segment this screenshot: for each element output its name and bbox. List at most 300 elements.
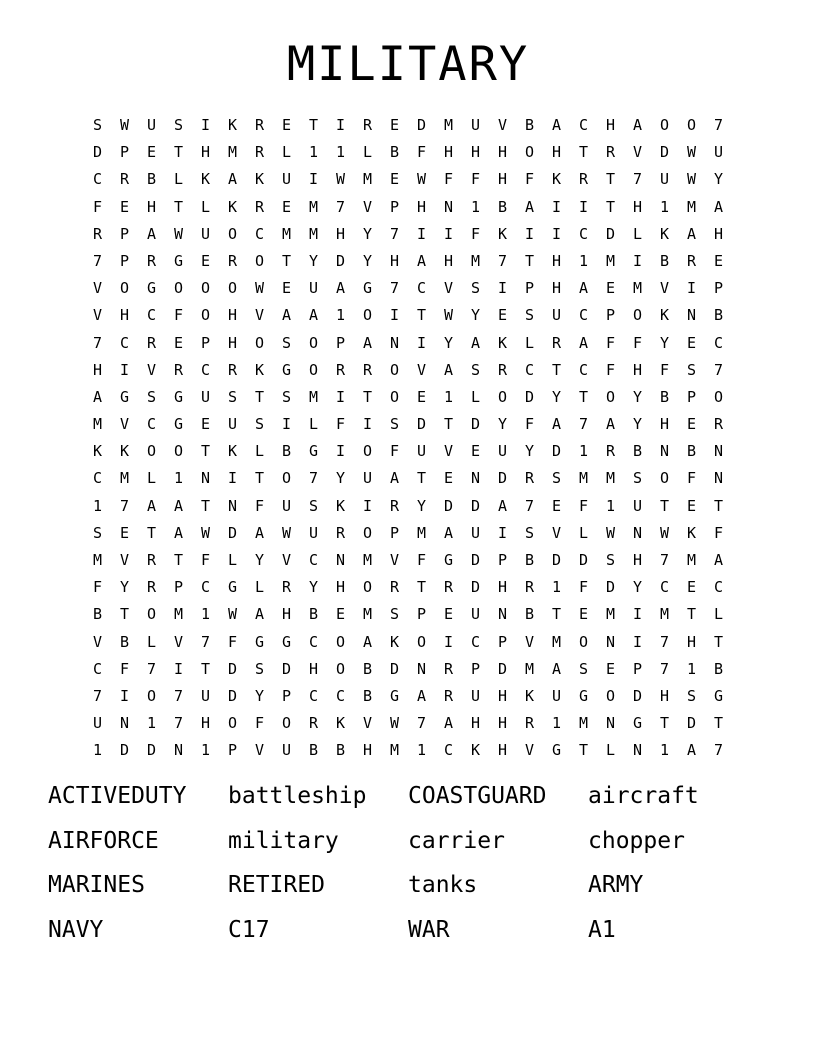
grid-letter: O: [416, 632, 427, 651]
grid-letter: L: [470, 387, 481, 406]
grid-letter: E: [200, 415, 211, 434]
grid-letter: K: [254, 170, 265, 189]
grid-letter: M: [119, 469, 130, 488]
grid-letter: 7: [92, 251, 103, 270]
grid-letter: M: [578, 469, 589, 488]
grid-letter: U: [281, 496, 292, 515]
grid-letter: E: [578, 605, 589, 624]
grid-letter: S: [173, 116, 184, 134]
grid-letter: L: [632, 224, 643, 243]
grid-letter: A: [551, 659, 562, 678]
grid-letter: G: [281, 632, 292, 651]
word-bank-item: aircraft: [588, 783, 699, 809]
grid-letter: M: [524, 659, 535, 678]
grid-letter: N: [686, 306, 697, 325]
grid-letter: V: [443, 279, 454, 298]
grid-letter: G: [173, 415, 184, 434]
grid-letter: M: [92, 415, 103, 434]
grid-letter: V: [173, 632, 184, 651]
grid-letter: C: [335, 686, 346, 705]
grid-letter: M: [362, 551, 373, 569]
grid-letter: D: [227, 523, 238, 542]
grid-letter: E: [416, 387, 427, 406]
grid-letter: V: [524, 632, 535, 651]
grid-letter: Y: [632, 578, 643, 597]
grid-letter: A: [146, 224, 157, 243]
grid-letter: T: [119, 605, 130, 624]
grid-letter: T: [713, 632, 724, 651]
grid-row: [84, 629, 732, 656]
grid-letter: U: [416, 442, 427, 461]
grid-letter: S: [524, 523, 535, 542]
grid-letter: O: [362, 578, 373, 597]
grid-letter: H: [362, 741, 373, 760]
grid-letter: H: [335, 224, 346, 243]
grid-letter: F: [389, 442, 400, 461]
grid-letter: G: [281, 360, 292, 379]
grid-letter: K: [335, 714, 346, 733]
grid-letter: V: [254, 741, 265, 760]
grid-letter: B: [686, 442, 697, 461]
grid-letter: R: [92, 224, 103, 243]
grid-letter: R: [497, 360, 508, 379]
grid-letter: 7: [659, 659, 670, 678]
grid-letter: F: [470, 224, 481, 243]
grid-letter: N: [227, 496, 238, 515]
grid-letter: G: [578, 686, 589, 705]
grid-letter: R: [713, 415, 724, 434]
grid-letter: Y: [335, 469, 346, 488]
grid-letter: A: [605, 415, 616, 434]
grid-letter: V: [119, 415, 130, 434]
grid-letter: V: [146, 360, 157, 379]
grid-letter: I: [632, 632, 643, 651]
grid-letter: B: [308, 605, 319, 624]
grid-letter: V: [281, 551, 292, 569]
grid-letter: M: [173, 605, 184, 624]
grid-letter: B: [659, 387, 670, 406]
grid-letter: U: [551, 306, 562, 325]
grid-letter: Y: [308, 578, 319, 597]
grid-letter: P: [632, 659, 643, 678]
grid-letter: H: [632, 360, 643, 379]
grid-letter: P: [497, 551, 508, 569]
word-bank-item: ACTIVEDUTY: [48, 783, 187, 809]
grid-letter: B: [524, 605, 535, 624]
grid-letter: P: [497, 632, 508, 651]
grid-letter: A: [443, 360, 454, 379]
grid-letter: I: [416, 333, 427, 352]
grid-letter: H: [335, 578, 346, 597]
grid-letter: H: [551, 251, 562, 270]
grid-letter: H: [146, 197, 157, 216]
grid-letter: E: [200, 251, 211, 270]
grid-letter: K: [389, 632, 400, 651]
grid-letter: O: [389, 387, 400, 406]
grid-letter: A: [362, 632, 373, 651]
grid-letter: A: [389, 469, 400, 488]
grid-letter: P: [227, 741, 238, 760]
grid-letter: R: [119, 170, 130, 189]
grid-letter: U: [200, 224, 211, 243]
grid-letter: R: [227, 360, 238, 379]
grid-letter: H: [497, 143, 508, 162]
grid-letter: H: [92, 360, 103, 379]
grid-letter: C: [119, 333, 130, 352]
grid-letter: 1: [659, 197, 670, 216]
grid-letter: 7: [335, 197, 346, 216]
grid-letter: M: [362, 170, 373, 189]
grid-letter: O: [524, 143, 535, 162]
grid-letter: I: [686, 279, 697, 298]
word-bank-item: COASTGUARD: [408, 783, 547, 809]
grid-letter: N: [389, 333, 400, 352]
grid-letter: M: [551, 632, 562, 651]
grid-letter: D: [470, 496, 481, 515]
grid-letter: Y: [254, 551, 265, 569]
grid-letter: W: [443, 306, 454, 325]
word-bank-item: RETIRED: [228, 872, 325, 898]
grid-letter: K: [200, 170, 211, 189]
grid-letter: L: [524, 333, 535, 352]
grid-letter: G: [389, 686, 400, 705]
grid-letter: S: [254, 659, 265, 678]
grid-letter: A: [551, 116, 562, 134]
grid-letter: B: [335, 741, 346, 760]
grid-letter: L: [173, 170, 184, 189]
grid-letter: R: [335, 360, 346, 379]
grid-letter: B: [389, 143, 400, 162]
grid-letter: K: [254, 360, 265, 379]
grid-letter: I: [335, 116, 346, 134]
grid-letter: O: [308, 360, 319, 379]
grid-row: [84, 547, 732, 574]
grid-letter: Y: [713, 170, 724, 189]
grid-letter: M: [686, 551, 697, 569]
grid-letter: P: [713, 279, 724, 298]
grid-letter: C: [254, 224, 265, 243]
grid-letter: O: [254, 251, 265, 270]
grid-letter: F: [254, 496, 265, 515]
grid-letter: H: [497, 578, 508, 597]
grid-letter: I: [524, 224, 535, 243]
grid-letter: I: [497, 523, 508, 542]
grid-letter: W: [416, 170, 427, 189]
grid-letter: K: [686, 523, 697, 542]
grid-letter: T: [686, 605, 697, 624]
grid-letter: A: [416, 686, 427, 705]
word-bank-item: MARINES: [48, 872, 145, 898]
grid-row: [84, 275, 732, 302]
grid-letter: P: [119, 251, 130, 270]
grid-letter: K: [497, 224, 508, 243]
grid-letter: T: [200, 442, 211, 461]
grid-letter: O: [713, 387, 724, 406]
grid-letter: B: [713, 659, 724, 678]
grid-letter: I: [443, 632, 454, 651]
grid-letter: F: [713, 523, 724, 542]
grid-letter: W: [335, 170, 346, 189]
grid-letter: C: [659, 578, 670, 597]
grid-letter: C: [200, 578, 211, 597]
grid-row: [84, 194, 732, 221]
grid-letter: H: [632, 197, 643, 216]
grid-row: [84, 221, 732, 248]
grid-letter: M: [227, 143, 238, 162]
grid-letter: B: [362, 686, 373, 705]
grid-letter: P: [119, 143, 130, 162]
grid-letter: C: [308, 551, 319, 569]
word-bank-item: battleship: [228, 783, 367, 809]
grid-letter: H: [713, 224, 724, 243]
grid-letter: A: [227, 170, 238, 189]
grid-letter: K: [524, 686, 535, 705]
grid-letter: O: [362, 306, 373, 325]
grid-letter: U: [227, 415, 238, 434]
grid-letter: O: [659, 469, 670, 488]
grid-letter: N: [605, 632, 616, 651]
grid-letter: H: [497, 714, 508, 733]
grid-letter: I: [578, 197, 589, 216]
grid-letter: C: [92, 170, 103, 189]
grid-letter: M: [686, 197, 697, 216]
grid-letter: U: [659, 170, 670, 189]
grid-letter: H: [200, 143, 211, 162]
grid-letter: H: [200, 714, 211, 733]
grid-letter: I: [362, 496, 373, 515]
grid-letter: I: [173, 659, 184, 678]
grid-letter: R: [578, 170, 589, 189]
grid-letter: N: [470, 469, 481, 488]
grid-letter: F: [524, 415, 535, 434]
grid-letter: F: [524, 170, 535, 189]
grid-letter: T: [659, 714, 670, 733]
grid-letter: U: [200, 387, 211, 406]
grid-letter: I: [281, 415, 292, 434]
grid-letter: C: [92, 469, 103, 488]
grid-letter: 7: [713, 360, 724, 379]
grid-letter: E: [497, 306, 508, 325]
grid-letter: 1: [443, 387, 454, 406]
grid-letter: S: [389, 415, 400, 434]
grid-letter: T: [173, 143, 184, 162]
grid-letter: 1: [578, 442, 589, 461]
grid-letter: T: [713, 496, 724, 515]
grid-letter: F: [605, 360, 616, 379]
grid-letter: R: [254, 197, 265, 216]
grid-letter: O: [389, 360, 400, 379]
grid-letter: A: [443, 523, 454, 542]
grid-letter: K: [470, 741, 481, 760]
grid-letter: E: [686, 496, 697, 515]
grid-letter: K: [497, 333, 508, 352]
grid-letter: E: [686, 333, 697, 352]
word-bank-item: A1: [588, 916, 616, 943]
grid-letter: D: [281, 659, 292, 678]
grid-letter: T: [605, 197, 616, 216]
grid-letter: W: [659, 523, 670, 542]
grid-letter: E: [551, 496, 562, 515]
grid-letter: A: [578, 333, 589, 352]
grid-letter: E: [281, 279, 292, 298]
grid-letter: V: [92, 306, 103, 325]
grid-letter: A: [713, 551, 724, 569]
grid-letter: A: [497, 496, 508, 515]
grid-letter: 7: [92, 686, 103, 705]
grid-letter: L: [146, 632, 157, 651]
grid-letter: P: [200, 333, 211, 352]
grid-letter: E: [605, 659, 616, 678]
grid-letter: B: [92, 605, 103, 624]
grid-letter: P: [524, 279, 535, 298]
grid-letter: H: [497, 170, 508, 189]
grid-letter: R: [605, 143, 616, 162]
grid-letter: I: [200, 116, 211, 134]
grid-letter: R: [146, 251, 157, 270]
grid-letter: E: [686, 415, 697, 434]
grid-letter: Y: [659, 333, 670, 352]
grid-letter: T: [173, 197, 184, 216]
grid-letter: E: [443, 605, 454, 624]
grid-letter: A: [524, 197, 535, 216]
grid-letter: T: [578, 741, 589, 760]
grid-letter: F: [416, 143, 427, 162]
grid-letter: M: [443, 116, 454, 134]
word-bank-item: NAVY: [48, 916, 104, 943]
grid-letter: L: [308, 415, 319, 434]
grid-letter: 7: [632, 170, 643, 189]
grid-letter: W: [281, 523, 292, 542]
grid-letter: D: [227, 659, 238, 678]
grid-letter: E: [713, 251, 724, 270]
grid-letter: G: [362, 279, 373, 298]
grid-letter: U: [308, 523, 319, 542]
grid-letter: W: [200, 523, 211, 542]
grid-letter: O: [281, 469, 292, 488]
grid-letter: M: [605, 469, 616, 488]
grid-letter: V: [362, 714, 373, 733]
grid-letter: I: [335, 442, 346, 461]
grid-letter: O: [362, 523, 373, 542]
grid-letter: A: [146, 496, 157, 515]
word-bank: [48, 777, 768, 955]
grid-letter: H: [470, 143, 481, 162]
grid-letter: H: [551, 143, 562, 162]
grid-letter: 1: [416, 741, 427, 760]
grid-letter: 7: [416, 714, 427, 733]
grid-row: [84, 493, 732, 520]
grid-letter: T: [713, 714, 724, 733]
grid-letter: E: [605, 279, 616, 298]
grid-letter: 7: [200, 632, 211, 651]
grid-row: [84, 411, 732, 438]
grid-letter: B: [659, 251, 670, 270]
grid-letter: F: [92, 578, 103, 597]
grid-letter: I: [416, 224, 427, 243]
grid-letter: R: [686, 251, 697, 270]
grid-letter: P: [335, 333, 346, 352]
grid-row: [84, 438, 732, 465]
grid-letter: G: [227, 578, 238, 597]
grid-letter: R: [308, 714, 319, 733]
grid-letter: G: [173, 251, 184, 270]
grid-letter: 1: [200, 605, 211, 624]
grid-letter: R: [605, 442, 616, 461]
grid-letter: C: [200, 360, 211, 379]
grid-letter: D: [551, 442, 562, 461]
grid-letter: G: [551, 741, 562, 760]
grid-letter: I: [119, 360, 130, 379]
grid-letter: A: [551, 415, 562, 434]
grid-letter: R: [443, 659, 454, 678]
grid-letter: T: [254, 469, 265, 488]
grid-letter: N: [632, 741, 643, 760]
grid-letter: P: [416, 605, 427, 624]
word-bank-item: military: [228, 827, 339, 854]
grid-letter: I: [551, 224, 562, 243]
grid-letter: 1: [335, 143, 346, 162]
grid-letter: D: [632, 686, 643, 705]
grid-letter: T: [416, 469, 427, 488]
grid-letter: V: [551, 523, 562, 542]
grid-letter: B: [524, 551, 535, 569]
grid-letter: A: [686, 224, 697, 243]
grid-letter: F: [578, 578, 589, 597]
grid-letter: D: [146, 741, 157, 760]
grid-letter: T: [578, 387, 589, 406]
grid-letter: S: [524, 306, 535, 325]
grid-letter: R: [524, 714, 535, 733]
grid-letter: 7: [713, 741, 724, 760]
grid-letter: E: [443, 469, 454, 488]
grid-letter: I: [227, 469, 238, 488]
grid-letter: T: [524, 251, 535, 270]
grid-letter: I: [632, 251, 643, 270]
grid-letter: P: [119, 224, 130, 243]
grid-letter: W: [605, 523, 616, 542]
word-bank-item: tanks: [408, 872, 478, 898]
grid-letter: V: [92, 632, 103, 651]
grid-letter: E: [281, 197, 292, 216]
grid-letter: T: [281, 251, 292, 270]
grid-row: [84, 248, 732, 275]
grid-letter: W: [389, 714, 400, 733]
grid-letter: 1: [200, 741, 211, 760]
grid-letter: 7: [173, 686, 184, 705]
grid-letter: O: [146, 442, 157, 461]
grid-letter: A: [308, 306, 319, 325]
grid-letter: O: [605, 387, 616, 406]
grid-row: [84, 302, 732, 329]
grid-letter: L: [200, 197, 211, 216]
grid-letter: O: [227, 224, 238, 243]
grid-letter: E: [389, 170, 400, 189]
grid-letter: V: [524, 741, 535, 760]
grid-letter: N: [335, 551, 346, 569]
grid-row: [84, 139, 732, 166]
grid-letter: 1: [578, 251, 589, 270]
grid-letter: M: [605, 605, 616, 624]
grid-letter: 1: [470, 197, 481, 216]
grid-letter: 7: [659, 551, 670, 569]
grid-letter: 7: [146, 659, 157, 678]
grid-letter: V: [659, 279, 670, 298]
grid-letter: B: [524, 116, 535, 134]
grid-letter: R: [362, 360, 373, 379]
grid-letter: K: [659, 306, 670, 325]
grid-letter: E: [173, 333, 184, 352]
grid-letter: F: [416, 551, 427, 569]
